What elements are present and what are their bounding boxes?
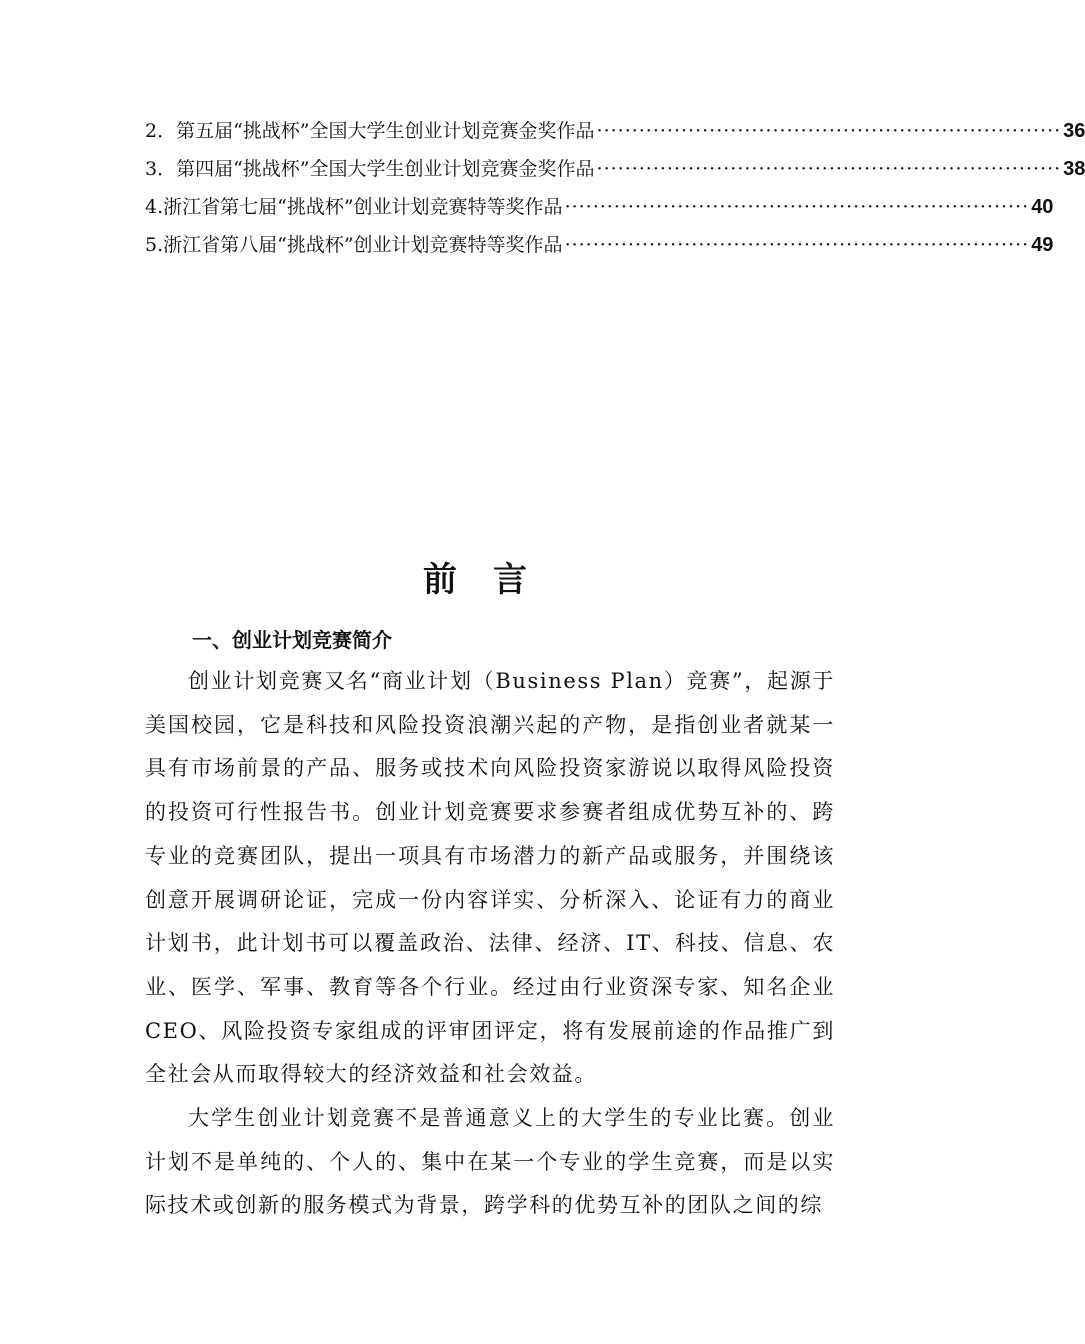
toc-entry[interactable] bbox=[145, 116, 1085, 154]
section-title: 一、创业计划竞赛简介 bbox=[192, 628, 392, 652]
toc-entry[interactable] bbox=[145, 230, 1054, 268]
preface-heading: 前言 bbox=[423, 560, 563, 600]
toc-leader-dots: ·································································· bbox=[564, 196, 1030, 218]
toc-leader-dots: ·································································· bbox=[564, 234, 1030, 256]
toc-entry-title: 2．第五届“挑战杯”全国大学生创业计划竞赛金奖作品 bbox=[145, 120, 595, 142]
body-paragraph: 大学生创业计划竞赛不是普通意义上的大学生的专业比赛。创业计划不是单纯的、个人的、集中在某一个专业的学生竞赛，而是以实际技术或创新的服务模式为背景，跨学科的优势互补的团队之间的综 bbox=[145, 1106, 835, 1218]
toc-page-number: 36 bbox=[1063, 120, 1085, 142]
toc-page-number: 49 bbox=[1031, 234, 1054, 256]
toc-entry-title: 4.浙江省第七届“挑战杯”创业计划竞赛特等奖作品 bbox=[145, 196, 563, 218]
body-paragraph: 创业计划竞赛又名“商业计划（Business Plan）竞赛”，起源于美国校园，它是科技和风险投资浪潮兴起的产物，是指创业者就某一具有市场前景的产品、服务或技术向风险投资家游说以取得风险投资的投资可行性报告书。创业计划竞赛要求参赛者组成优势互补的、跨专业的竞赛团队，提出一项具有市场潜力的新产品或服务，并围绕该创意开展调研论证，完成一份内容详实、分析深入、论证有力的商业计划书，此计划书可以覆盖政治、法律、经济、IT、科技、信息、农业、医学、军事、教育等各个行业。经过由行业资深专家、知名企业CEO、风险投资专家组成的评审团评定，将有发展前途的作品推广到全社会从而取得较大的经济效益和社会效益。 bbox=[145, 669, 835, 1087]
table-of-contents bbox=[145, 116, 1085, 268]
toc-entry[interactable] bbox=[145, 154, 1085, 192]
toc-page-number: 40 bbox=[1031, 196, 1054, 218]
toc-entry-title: 3．第四届“挑战杯”全国大学生创业计划竞赛金奖作品 bbox=[145, 158, 595, 180]
toc-leader-dots: ·································································· bbox=[596, 158, 1062, 180]
toc-leader-dots: ·································································· bbox=[596, 120, 1062, 142]
toc-entry-title: 5.浙江省第八届“挑战杯”创业计划竞赛特等奖作品 bbox=[145, 234, 563, 256]
preface-body bbox=[145, 660, 835, 1228]
toc-entry[interactable] bbox=[145, 192, 1054, 230]
toc-page-number: 38 bbox=[1063, 158, 1085, 180]
